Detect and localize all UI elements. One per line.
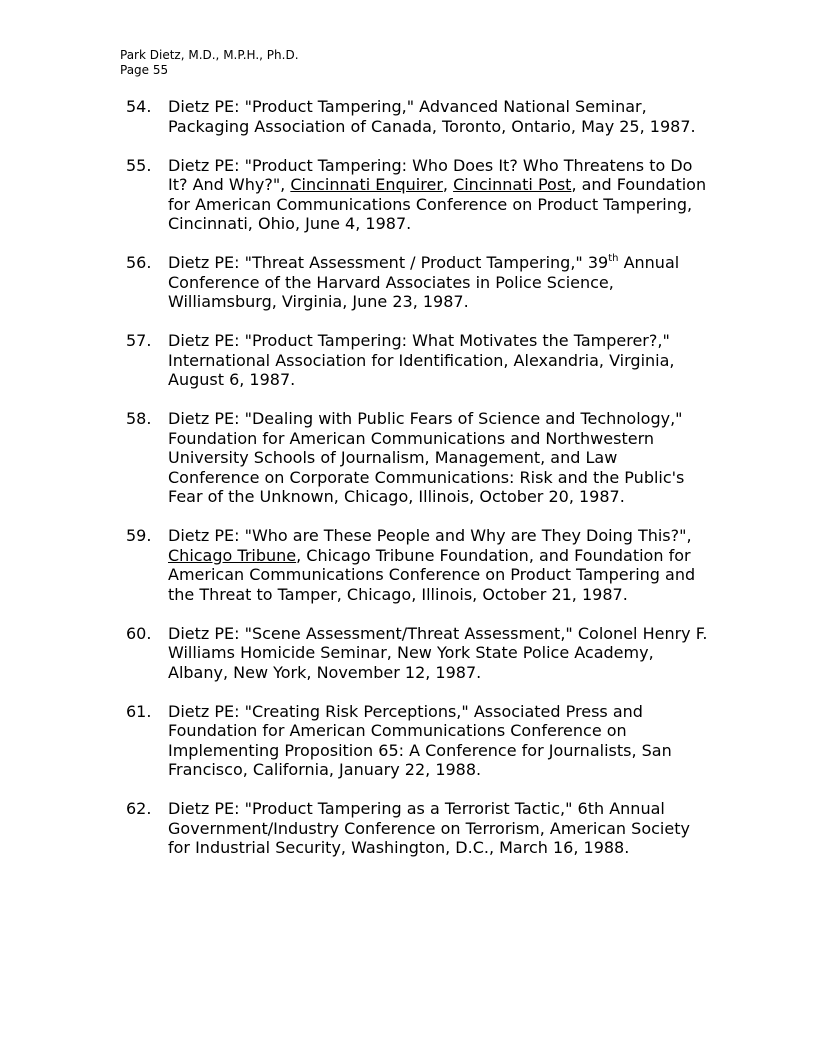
list-item [120, 799, 710, 858]
item-text: Dietz PE: "Dealing with Public Fears of Science and Technology," Foundation for American Communications and Northwestern University Schools of Journalism, Management, and Law Conference on Corporate Communications: Risk and the Public's Fear of the Unknown, Chicago, Illinois, October 20, 1987. [168, 409, 685, 506]
source-title: Cincinnati Post [453, 175, 572, 194]
item-text: Dietz PE: "Product Tampering: What Motivates the Tamperer?," International Association for Identification, Alexandria, Virginia, August 6, 1987. [168, 331, 675, 389]
item-number: 61. [126, 701, 152, 721]
item-text: Dietz PE: "Creating Risk Perceptions," Associated Press and Foundation for American Communications Conference on Implementing Proposition 65: A Conference for Journalists, San Francisco, California, January 22, 1988. [168, 701, 672, 779]
list-item [120, 624, 710, 683]
item-number: 56. [126, 253, 152, 272]
item-number: 59. [126, 526, 152, 545]
item-number: 54. [126, 97, 152, 116]
item-text-part: Dietz PE: "Threat Assessment / Product Tampering," 39 [168, 253, 609, 272]
list-item [120, 409, 710, 507]
item-text-part: , and Foundation for American Communications Conference on Product Tampering, Cincinnati, Ohio, June 4, 1987. [168, 175, 707, 233]
header-page-number: Page 55 [120, 63, 169, 77]
list-item [120, 702, 710, 780]
item-text [168, 253, 710, 312]
item-text-part: Dietz PE: "Product Tampering: Who Does It? Who Threatens to Do It? And Why?", [168, 155, 693, 194]
list-item [120, 97, 710, 136]
item-number: 55. [126, 155, 152, 175]
list-item [120, 253, 710, 312]
presentation-list [120, 97, 710, 877]
ordinal-suffix: th [608, 252, 619, 264]
item-number: 62. [126, 799, 152, 818]
item-text [168, 156, 710, 234]
item-text: Dietz PE: "Scene Assessment/Threat Assessment," Colonel Henry F. Williams Homicide Seminar, New York State Police Academy, Albany, New York, November 12, 1987. [168, 623, 708, 682]
item-text: Dietz PE: "Product Tampering," Advanced National Seminar, Packaging Association of Canada, Toronto, Ontario, May 25, 1987. [168, 97, 696, 136]
list-item [120, 526, 710, 604]
page-header [120, 48, 299, 78]
item-number: 60. [126, 623, 152, 643]
item-text-part: , [442, 175, 454, 194]
list-item [120, 331, 710, 390]
item-number: 58. [126, 409, 152, 428]
item-text-part: Dietz PE: "Who are These People and Why are They Doing This?", [168, 526, 692, 545]
header-author: Park Dietz, M.D., M.P.H., Ph.D. [120, 48, 299, 62]
list-item [120, 156, 710, 234]
item-text-part: Annual Conference of the Harvard Associates in Police Science, Williamsburg, Virginia, June 23, 1987. [168, 253, 680, 311]
source-title: Chicago Tribune [168, 545, 297, 565]
item-number: 57. [126, 331, 152, 350]
item-text [168, 526, 710, 604]
source-title: Cincinnati Enquirer [290, 175, 443, 194]
item-text-part: , Chicago Tribune Foundation, and Foundation for American Communications Conference on Product Tampering and the Threat to Tamper, Chicago, Illinois, October 21, 1987. [168, 545, 696, 604]
item-text: Dietz PE: "Product Tampering as a Terrorist Tactic," 6th Annual Government/Industry Conference on Terrorism, American Society for Industrial Security, Washington, D.C., March 16, 1988. [168, 799, 690, 857]
